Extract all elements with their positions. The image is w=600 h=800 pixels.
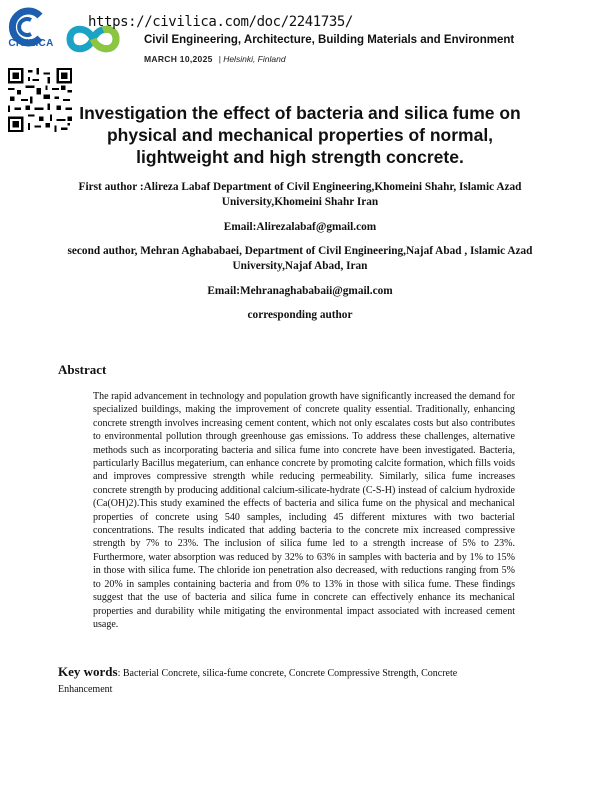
site-logo-text: CIVILICA xyxy=(8,38,54,49)
conference-date-line xyxy=(144,54,286,64)
conference-title: Civil Engineering, Architecture, Building Materials and Environment xyxy=(144,34,515,46)
conference-location: | Helsinki, Finland xyxy=(218,54,286,64)
paper-title: Investigation the effect of bacteria and silica fume on physical and mechanical properties of normal, lightweight and high strength concrete. xyxy=(79,103,521,167)
conference-date: MARCH 10,2025 xyxy=(144,54,213,64)
first-author-email: Email:Alirezalabaf@gmail.com xyxy=(223,221,377,233)
keywords-label: Key words xyxy=(58,664,118,679)
keywords-section xyxy=(58,664,508,698)
corresponding-author-note: corresponding author xyxy=(247,309,353,321)
abstract-body: The rapid advancement in technology and population growth have significantly increased the demand for specialized buildings, making the improvement of concrete quality essential. Traditionally, enhancing concrete strength involves increasing cement content, which not only escalates costs but also contributes to environmental pollution through greenhouse gas emissions. To address these challenges, alternative methods such as incorporating bacteria and silica fume into concrete have been investigated. Bacteria, particularly Bacillus megaterium, can enhance concrete by promoting calcite formation, which fills voids and improves compressive strength while reducing permeability. Similarly, silica fume increases concrete strength by producing additional calcium-silicate-hydrate (C-S-H) instead of calcium hydroxide (Ca(OH)2).This study examined the effects of bacteria and silica fume on the physical and mechanical properties of concrete using 540 samples, including 45 different mixtures with two bacterial concentrations. The results indicated that adding bacteria to the concrete mix increased compressive strength by 7% to 23%. The inclusion of silica fume led to a strength increase of 5% to 23%. Furthermore, water absorption was reduced by 32% to 63% in samples with bacteria and by 1% to 15% in those with silica fume. The chloride ion penetration also decreased, with reductions ranging from 5% to 20% in samples containing bacteria and from 0% to 13% in those with silica fume. These findings suggest that the use of bacteria and silica fume in concrete can effectively enhance its mechanical properties and durability while mitigating the environmental impact associated with increased cement usage. xyxy=(93,391,515,630)
second-author-email: Email:Mehranaghababaii@gmail.com xyxy=(207,285,393,297)
document-url[interactable]: https://civilica.com/doc/2241735/ xyxy=(88,14,353,30)
keywords-text: : Bacterial Concrete, silica-fume concrete, Concrete Compressive Strength, Concrete Enhancement xyxy=(58,668,458,695)
abstract-heading: Abstract xyxy=(58,362,107,377)
first-author: First author :Alireza Labaf Department of Civil Engineering,Khomeini Shahr, Islamic Azad University,Khomeini Shahr Iran xyxy=(78,181,522,208)
second-author: second author, Mehran Aghababaei, Department of Civil Engineering,Najaf Abad , Islamic Azad University,Najaf Abad, Iran xyxy=(67,245,533,272)
civilica-logo-icon[interactable] xyxy=(4,6,58,58)
